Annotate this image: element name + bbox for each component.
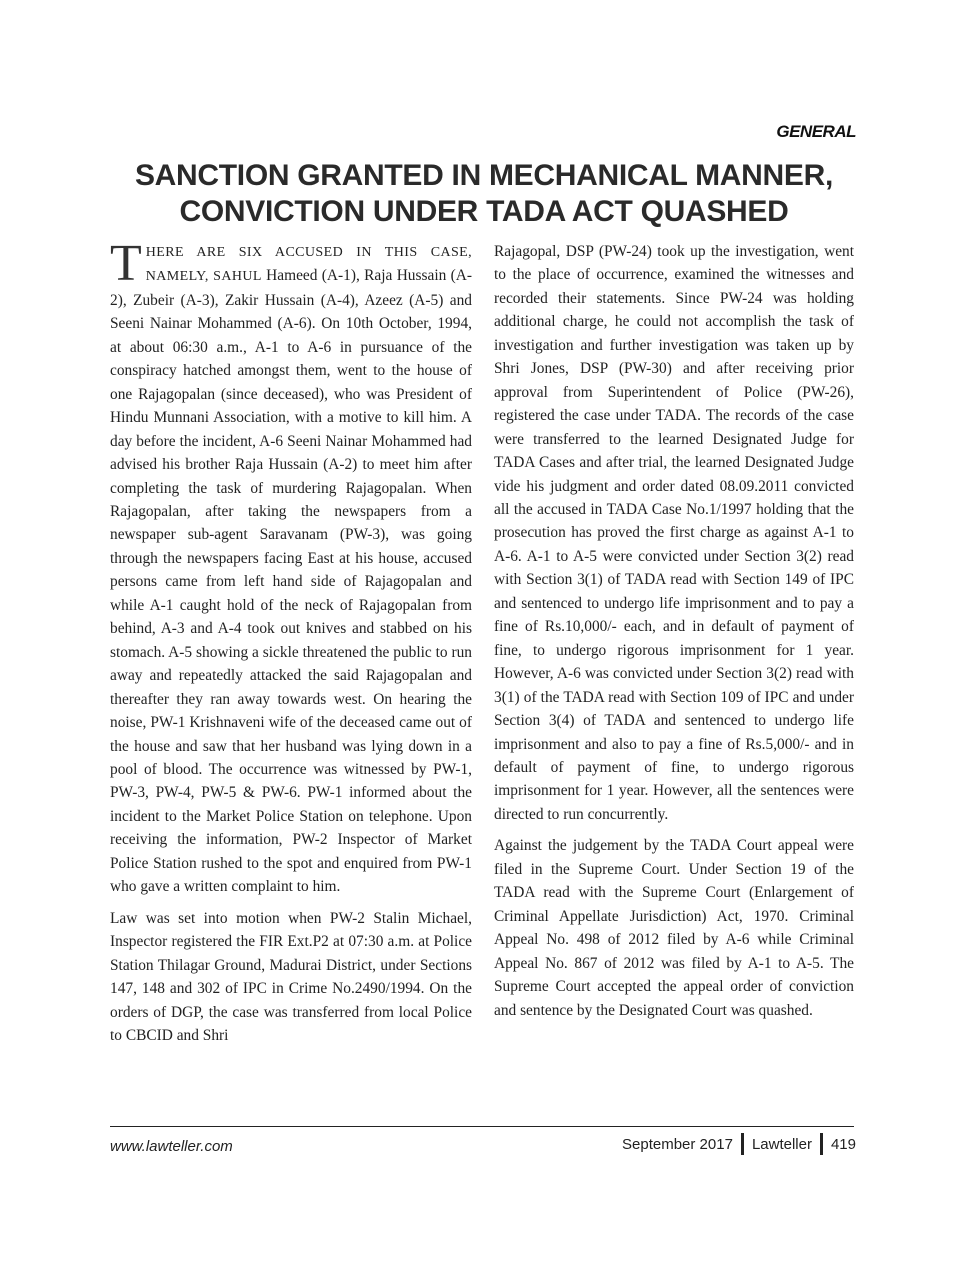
footer-divider bbox=[110, 1126, 854, 1127]
paragraph-3: Rajagopal, DSP (PW-24) took up the investigation, went to the place of occurrence, examined the witnesses and recorded their statements. Since PW-24 was holding additional charge, he could not accomplish the task of investigation and further investigation was taken up by Shri Jones, DSP (PW-30) and after receiving prior approval from Superintendent of Police (PW-26), registered the case under TADA. The records of the case were transferred to the learned Designated Judge for TADA Cases and after trial, the learned Designated Judge vide his judgment and order dated 08.09.2011 convicted all the accused in TADA Case No.1/1997 holding that the prosecution has proved the first charge as against A-1 to A-6. A-1 to A-5 were convicted under Section 3(2) read with Section 3(1) of TADA read with Section 149 of IPC and sentenced to undergo life imprisonment and to pay a fine of Rs.10,000/- each, and in default of payment of fine, to undergo rigorous imprisonment for 1 year. However, A-6 was convicted under Section 3(2) read with 3(1) of the TADA read with Section 109 of IPC and under Section 3(4) of TADA and sentenced to undergo life imprisonment and also to pay a fine of Rs.5,000/- and in default of payment of fine, to undergo rigorous imprisonment for 1 year. However, all the sentences were directed to run concurrently. bbox=[494, 243, 854, 823]
right-column bbox=[494, 240, 854, 1030]
left-column bbox=[110, 235, 472, 1055]
footer-separator bbox=[820, 1133, 823, 1155]
title-line-2: CONVICTION UNDER TADA ACT QUASHED bbox=[179, 195, 789, 228]
drop-cap: T bbox=[110, 235, 142, 292]
footer-date: September 2017 bbox=[622, 1135, 733, 1153]
footer-website-link[interactable]: www.lawteller.com bbox=[110, 1138, 233, 1155]
section-label: GENERAL bbox=[776, 122, 856, 141]
page-number: 419 bbox=[830, 1135, 856, 1153]
paragraph-2: Law was set into motion when PW-2 Stalin Michael, Inspector registered the FIR Ext.P2 at 07:30 a.m. at Police Station Thilagar Ground, Madurai District, under Sections 147, 148 and 302 of IPC in Crime No.2490/1994. On the orders of DGP, the case was transferred from local Police to CBCID and Shri bbox=[110, 909, 472, 1044]
footer-separator bbox=[741, 1133, 744, 1155]
title-line-1: SANCTION GRANTED IN MECHANICAL MANNER, bbox=[134, 159, 834, 192]
paragraph-1-text: Hameed (A-1), Raja Hussain (A-2), Zubeir (A-3), Zakir Hussain (A-4), Azeez (A-5) and Seeni Nainar Mohammed (A-6). On 10th October, 1994, at about 06:30 a.m., A-1 to A-6 in pursuance of the conspiracy hatched amongst them, went to the house of one Rajagopalan (since deceased), who was President of Hindu Munnani Association, with a motive to kill him. A day before the incident, A-6 Seeni Nainar Mohammed had advised his brother Raja Hussain (A-2) to meet him after completing the task of murdering Rajagopalan. When Rajagopalan, after taking the newspapers from a newspaper sub-agent Saravanam (PW-3), was going through the newspapers facing East at his house, accused persons came from left hand side of Rajagopalan and while A-1 caught hold of the neck of Rajagopalan from behind, A-3 and A-4 took out knives and stabbed on his stomach. A-5 showing a sickle threatened the public to run away and repeatedly attacked the said Rajagopalan and thereafter they ran away towards west. On hearing the noise, PW-1 Krishnaveni wife of the deceased came out of the house and saw that her husband was lying down in a pool of blood. The occurrence was witnessed by PW-1, PW-3, PW-4, PW-5 & PW-6. PW-1 informed about the incident to the Market Police Station on telephone. Upon receiving the information, PW-2 Inspector of Market Police Station rushed to the spot and enquired from PW-1 who gave a written complaint to him. bbox=[110, 267, 472, 896]
paragraph-4: Against the judgement by the TADA Court appeal were filed in the Supreme Court. Under Section 19 of the TADA read with the Supreme Court (Enlargement of Criminal Appellate Jurisdiction) Act, 1970. Criminal Appeal No. 498 of 2012 filed by A-6 while Criminal Appeal No. 867 of 2012 was filed by A-1 to A-5. The Supreme Court accepted the appeal order of conviction and sentence by the Designated Court was quashed. bbox=[494, 837, 854, 1019]
footer-publication: Lawteller bbox=[751, 1135, 812, 1153]
paragraph-1 bbox=[110, 235, 472, 899]
article-title bbox=[100, 158, 868, 230]
footer-info bbox=[622, 1133, 856, 1155]
lead-in-caps: HERE ARE SIX ACCUSED IN THIS CASE, NAMELY, SAHUL bbox=[145, 245, 472, 285]
